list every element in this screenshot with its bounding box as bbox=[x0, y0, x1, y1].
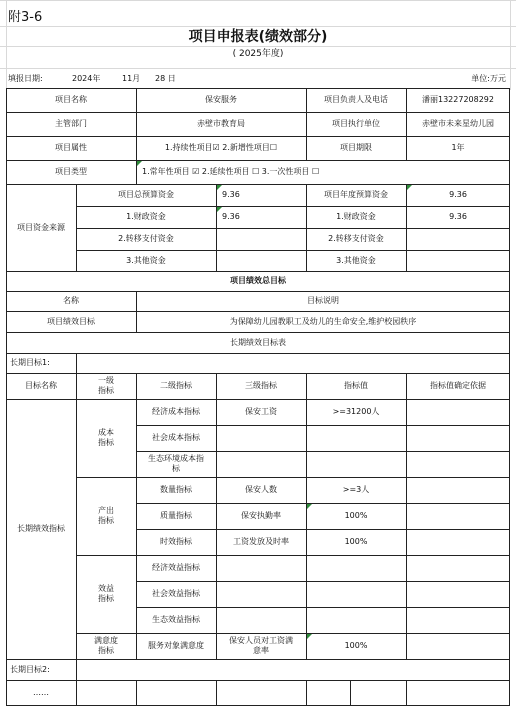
ind-satisfaction-l3: 保安人员对工资满 意率 bbox=[229, 636, 293, 655]
annual-budget-value: 9.36 bbox=[449, 190, 467, 199]
ind-header-target: 目标名称 bbox=[25, 381, 57, 390]
goal-label: 项目绩效目标 bbox=[47, 316, 95, 326]
goal-text: 为保障幼儿园教职工及幼儿的生命安全,维护校园秩序 bbox=[229, 316, 417, 326]
ind-header-level3: 三级指标 bbox=[245, 381, 277, 390]
cell-marker bbox=[217, 207, 222, 212]
goal-name-header: 名称 bbox=[63, 296, 79, 305]
attr-options: 1.持续性项目☑ 2.新增性项目☐ bbox=[164, 143, 278, 152]
project-name-value: 保安服务 bbox=[205, 95, 237, 104]
ind-qty-value: >=3人 bbox=[342, 485, 370, 494]
other-fund-label: 3.其他资金 bbox=[126, 255, 166, 265]
owner-label: 项目负责人及电话 bbox=[324, 95, 388, 104]
ind-output-level1: 产出 指标 bbox=[98, 506, 114, 525]
ellipsis-text: …… bbox=[33, 688, 49, 697]
fiscal-fund-value-annual: 9.36 bbox=[449, 212, 467, 221]
ind-time-value: 100% bbox=[344, 537, 368, 546]
ind-effect-social: 社会效益指标 bbox=[152, 589, 200, 598]
ind-qty: 数量指标 bbox=[160, 485, 192, 494]
report-year: ( 2025年度) bbox=[232, 49, 284, 59]
ind-quality: 质量指标 bbox=[160, 511, 192, 520]
longterm-goal-1: 长期目标1: bbox=[10, 358, 50, 367]
longterm-goal-2: 长期目标2: bbox=[10, 664, 50, 674]
type-label: 项目类型 bbox=[55, 167, 87, 176]
fill-date-day: 28 日 bbox=[155, 74, 176, 83]
dept-label: 主管部门 bbox=[55, 119, 87, 128]
cell-marker bbox=[307, 504, 312, 509]
fiscal-fund-label-annual: 1.财政资金 bbox=[336, 212, 376, 221]
cell-marker bbox=[307, 634, 312, 639]
ind-cost-econ: 经济成本指标 bbox=[152, 407, 200, 416]
total-budget-label: 项目总预算资金 bbox=[118, 190, 174, 199]
cell-marker bbox=[407, 185, 412, 190]
period-value: 1年 bbox=[451, 143, 465, 152]
ind-qty-l3: 保安人数 bbox=[245, 485, 277, 494]
ind-effect-level1: 效益 指标 bbox=[98, 584, 114, 603]
ind-time: 时效指标 bbox=[160, 537, 192, 546]
type-options: 1.常年性项目 ☑ 2.延续性项目 ☐ 3.一次性项目 ☐ bbox=[142, 167, 320, 176]
ind-header-level1: 一级 指标 bbox=[98, 376, 114, 395]
exec-unit-label: 项目执行单位 bbox=[332, 119, 380, 128]
exec-unit-value: 赤壁市未来星幼儿园 bbox=[422, 119, 494, 128]
goal-desc-header: 目标说明 bbox=[307, 296, 339, 305]
unit-label: 单位:万元 bbox=[471, 74, 506, 83]
fill-date-label: 填报日期: bbox=[8, 74, 43, 83]
cell-marker bbox=[137, 161, 142, 166]
fund-source-label: 项目资金来源 bbox=[17, 222, 65, 232]
attachment-label: 附3-6 bbox=[8, 10, 43, 25]
fill-date-year: 2024年 bbox=[72, 74, 101, 83]
ind-target-name: 长期绩效指标 bbox=[17, 524, 65, 533]
ind-header-value: 指标值 bbox=[344, 381, 368, 390]
ind-cost-level1: 成本 指标 bbox=[98, 428, 114, 447]
ind-satisfaction-level1: 满意度 指标 bbox=[94, 636, 118, 655]
other-fund-label-annual: 3.其他资金 bbox=[336, 255, 376, 265]
fill-date-month: 11月 bbox=[122, 74, 141, 83]
ind-effect-econ: 经济效益指标 bbox=[152, 563, 200, 572]
transfer-fund-label: 2.转移支付资金 bbox=[118, 234, 174, 243]
attr-label: 项目属性 bbox=[55, 143, 87, 152]
ind-header-level2: 二级指标 bbox=[160, 381, 192, 390]
ind-header-basis: 指标值确定依据 bbox=[430, 381, 486, 390]
ind-quality-l3: 保安执勤率 bbox=[241, 511, 281, 520]
ind-cost-econ-value: >=31200人 bbox=[332, 407, 380, 416]
total-budget-value: 9.36 bbox=[222, 190, 240, 199]
transfer-fund-label-annual: 2.转移支付资金 bbox=[328, 234, 384, 243]
longterm-table-title: 长期绩效目标表 bbox=[230, 337, 286, 347]
project-name-label: 项目名称 bbox=[55, 95, 87, 104]
period-label: 项目期限 bbox=[340, 143, 372, 152]
ind-time-l3: 工资发放及时率 bbox=[233, 537, 289, 546]
dept-value: 赤壁市教育局 bbox=[197, 119, 245, 128]
fiscal-fund-value: 9.36 bbox=[222, 212, 240, 221]
goal-section-title: 项目绩效总目标 bbox=[230, 276, 286, 285]
page-title: 项目申报表(绩效部分) bbox=[188, 29, 328, 45]
ind-satisfaction-value: 100% bbox=[344, 641, 368, 650]
ind-cost-social: 社会成本指标 bbox=[152, 433, 200, 442]
ind-cost-eco: 生态环境成本指 标 bbox=[148, 454, 204, 473]
cell-marker bbox=[217, 185, 222, 190]
ind-effect-eco: 生态效益指标 bbox=[152, 615, 200, 624]
ind-quality-value: 100% bbox=[344, 511, 368, 520]
ind-cost-econ-l3: 保安工资 bbox=[245, 407, 277, 416]
owner-value: 潘丽13227208292 bbox=[422, 95, 494, 104]
annual-budget-label: 项目年度预算资金 bbox=[324, 190, 388, 199]
fiscal-fund-label: 1.财政资金 bbox=[126, 212, 166, 221]
ind-satisfaction-l2: 服务对象满意度 bbox=[148, 641, 204, 650]
